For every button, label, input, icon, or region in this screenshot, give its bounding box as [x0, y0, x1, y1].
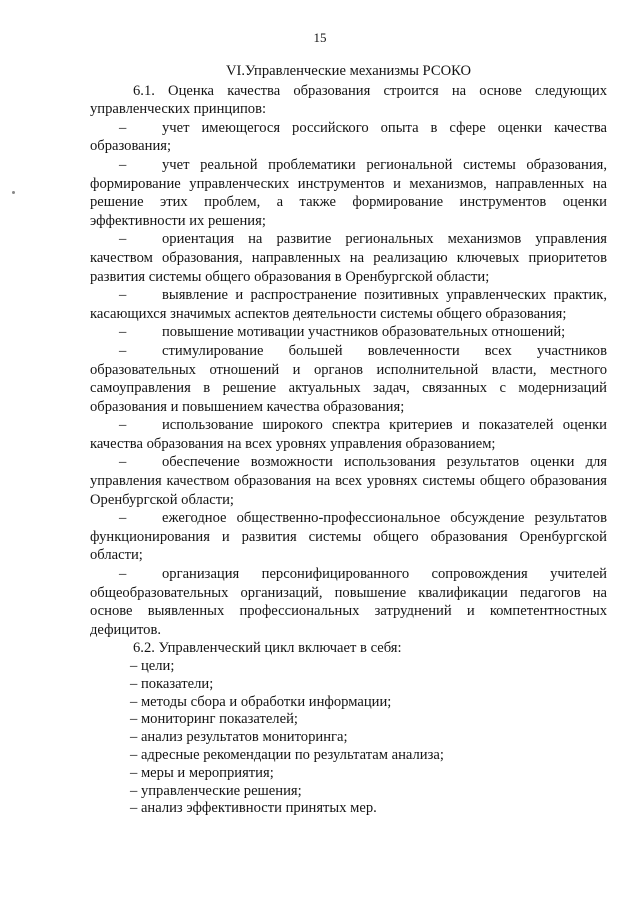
principle-item: [90, 342, 607, 416]
paragraph-6-2: 6.2. Управленческий цикл включает в себя:: [133, 640, 402, 657]
page-content: [90, 62, 607, 818]
principle-item: [90, 156, 607, 230]
dash-marker: –: [119, 454, 127, 471]
page-number: 15: [313, 30, 327, 45]
cycle-item: – управленческие решения;: [130, 782, 302, 799]
dash-marker: –: [119, 342, 127, 359]
principle-text: учет реальной проблематики региональной системы образования, формирование управленческих инструментов и механизмов, направленных на решение этих проблем, а также формирование инструментов оценки эффективности их решения;: [90, 156, 607, 229]
cycle-item: – адресные рекомендации по результатам анализа;: [130, 746, 444, 763]
principle-text: ежегодное общественно-профессиональное обсуждение результатов функционирования и развития системы общего образования Оренбургской области;: [90, 510, 607, 564]
principle-item: [90, 416, 607, 453]
cycle-item: – цели;: [130, 658, 175, 674]
principle-item: [90, 323, 607, 342]
principle-text: выявление и распространение позитивных управленческих практик, касающихся значимых аспектов деятельности системы общего образования;: [90, 287, 607, 322]
principle-text: повышение мотивации участников образовательных отношений;: [162, 324, 566, 341]
principle-item: [90, 119, 607, 156]
section-title: VI.Управленческие механизмы РСОКО: [225, 63, 472, 79]
dash-marker: –: [119, 566, 127, 583]
dash-marker: –: [119, 287, 127, 304]
principle-text: использование широкого спектра критериев и показателей оценки качества образования на всех уровнях управления образованием;: [90, 417, 607, 452]
cycle-item: – меры и мероприятия;: [130, 764, 274, 781]
scan-speck: [12, 191, 15, 194]
principle-item: [90, 286, 607, 323]
principle-item: [90, 230, 607, 286]
dash-marker: –: [119, 156, 127, 173]
dash-marker: –: [119, 417, 127, 434]
cycle-item: – мониторинг показателей;: [130, 711, 298, 728]
dash-marker: –: [119, 324, 127, 341]
dash-marker: –: [119, 119, 127, 136]
dash-marker: –: [119, 231, 127, 248]
dash-marker: –: [119, 510, 127, 527]
cycle-item: – анализ эффективности принятых мер.: [130, 800, 377, 817]
principle-text: обеспечение возможности использования результатов оценки для управления качеством образования на всех уровнях системы общего образования Оренбургской области;: [90, 454, 607, 508]
principle-text: организация персонифицированного сопровождения учителей общеобразовательных организаций, повышение квалификации педагогов на основе выявленных профессиональных затруднений и компетентностных дефицитов.: [90, 566, 607, 638]
cycle-item: – показатели;: [130, 675, 214, 692]
principle-item: [90, 509, 607, 565]
principle-text: ориентация на развитие региональных механизмов управления качеством образования, направленных на реализацию ключевых приоритетов развития системы общего образования в Оренбургской области;: [90, 231, 607, 285]
paragraph-6-1: 6.1. Оценка качества образования строится на основе следующих управленческих принципов:: [90, 82, 607, 118]
principle-text: стимулирование большей вовлеченности всех участников образовательных отношений и органов исполнительной власти, местного самоуправления в решение актуальных задач, связанных с модернизаций образования и повышением качества образования;: [90, 342, 607, 415]
principles-list: [90, 119, 607, 640]
principle-text: учет имеющегося российского опыта в сфере оценки качества образования;: [90, 119, 607, 155]
principle-item: [90, 565, 607, 639]
management-cycle-list: [90, 658, 607, 818]
cycle-item: – методы сбора и обработки информации;: [130, 693, 392, 710]
principle-item: [90, 453, 607, 509]
cycle-item: – анализ результатов мониторинга;: [130, 729, 348, 746]
